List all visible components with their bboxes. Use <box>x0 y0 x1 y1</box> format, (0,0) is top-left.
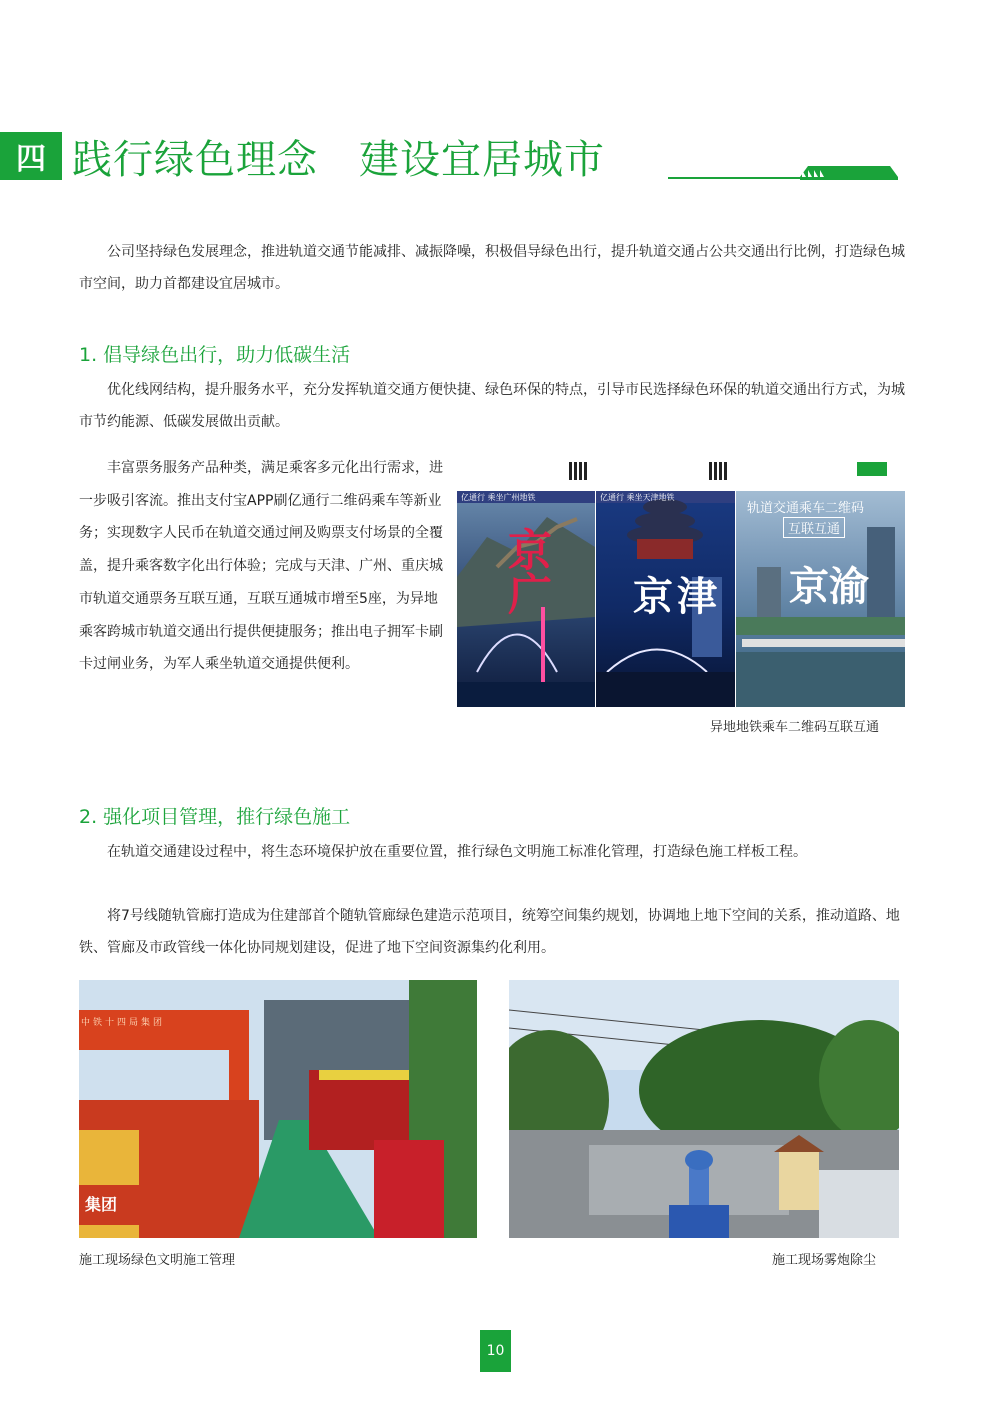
poster-1-city-characters: 京广 <box>500 527 551 615</box>
section-1-paragraph-2: 丰富票务服务产品种类，满足乘客多元化出行需求，进一步吸引客流。推出支付宝APP刷亿通行二维码乘车等新业务；实现数字人民币在轨道交通过闸及购票支付场景的全覆盖，提升乘客数字化出行体验；完成与天津、广州、重庆城市轨道交通票务互联互通，互联互通城市增至5座，为异地乘客跨城市轨道交通出行提供便捷服务；推出电子拥军卡刷卡过闸业务，为军人乘坐轨道交通提供便利。 <box>79 460 443 673</box>
poster-2-city-characters: 京津 <box>633 574 721 620</box>
construction-site-caption: 施工现场绿色文明施工管理 <box>79 1253 236 1268</box>
title-underline <box>668 177 820 179</box>
section-2-paragraph-2: 将7号线随轨管廊打造成为住建部首个随轨管廊绿色建造示范项目，统筹空间集约规划，协调地上地下空间的关系，推动道路、地铁、管廊及市政管线一体化协同规划建设，促进了地下空间资源集约化利用。 <box>79 908 900 956</box>
poster-1-banner: 亿通行 乘坐广州地铁 <box>461 493 536 502</box>
chapter-number-badge: 四 <box>0 132 62 180</box>
section-1-paragraph-1: 优化线网结构，提升服务水平，充分发挥轨道交通方便快捷、绿色环保的特点，引导市民选择绿色环保的轨道交通出行方式，为城市节约能源、低碳发展做出贡献。 <box>79 382 905 430</box>
intro-paragraph: 公司坚持绿色发展理念，推进轨道交通节能减排、减振降噪，积极倡导绿色出行，提升轨道交通占公共交通出行比例，打造绿色城市空间，助力首都建设宜居城市。 <box>79 244 905 292</box>
poster-3-city-characters: 京渝 <box>789 564 869 610</box>
fog-cannon-caption: 施工现场雾炮除尘 <box>772 1253 877 1268</box>
fog-cannon-illustration <box>509 980 899 1238</box>
qr-interconnection-posters <box>457 457 905 707</box>
crane-sign-text: 中铁十四局集团 <box>81 1018 166 1028</box>
posters-caption: 异地地铁乘车二维码互联互通 <box>710 720 880 735</box>
board-sign-text: 集团 <box>85 1195 118 1214</box>
poster-text-layer <box>457 457 905 707</box>
title-stripe-decoration <box>800 166 898 180</box>
poster-2-qr-code <box>709 462 727 480</box>
poster-3-subtitle: 互联互通 <box>783 517 845 538</box>
chapter-title: 践行绿色理念 建设宜居城市 <box>72 137 605 183</box>
section-1-heading: 1. 倡导绿色出行，助力低碳生活 <box>79 344 351 366</box>
construction-site-photo <box>79 980 477 1238</box>
page-number: 10 <box>480 1330 511 1372</box>
poster-1-qr-code <box>569 462 587 480</box>
fog-cannon-photo <box>509 980 899 1238</box>
poster-2-banner: 亿通行 乘坐天津地铁 <box>600 493 675 502</box>
section-2-heading: 2. 强化项目管理，推行绿色施工 <box>79 806 351 828</box>
section-2-paragraph-1: 在轨道交通建设过程中，将生态环境保护放在重要位置，推行绿色文明施工标准化管理，打造绿色施工样板工程。 <box>107 844 807 860</box>
poster-3-title: 轨道交通乘车二维码 <box>747 501 865 516</box>
